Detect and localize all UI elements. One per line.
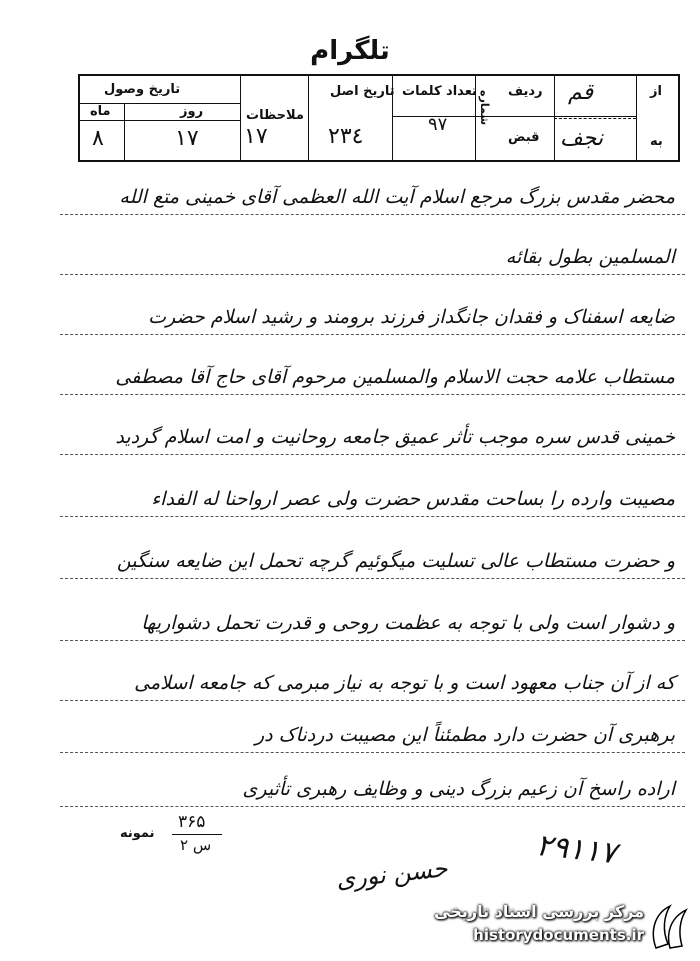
arrival-date-label: تاریخ وصول — [104, 82, 181, 97]
telegram-header-form — [78, 74, 680, 162]
month-value: ۸ — [92, 126, 104, 151]
watermark-url: historydocuments.ir — [473, 926, 644, 944]
body-line-4: مستطاب علامه حجت الاسلام والمسلمین مرحوم آقای حاج آقا مصطفی — [115, 366, 675, 388]
radif-value: ۹۷ — [428, 114, 448, 135]
body-line-9: که از آن جناب معهود است و با توجه به نیاز مبرمی که جامعه اسلامی — [134, 672, 675, 694]
day-label: روز — [180, 104, 204, 119]
body-line-10: برهبری آن حضرت دارد مطمئناً این مصیبت دردناک در — [254, 724, 675, 746]
form-number-label: نمونه — [120, 826, 155, 841]
handwritten-number: ۲۹۱۱۷ — [534, 827, 619, 872]
watermark-logo-icon — [648, 902, 692, 952]
body-line-3: ضایعه اسفناک و فقدان جانگداز فرزند برومند و رشید اسلام حضرت — [148, 306, 675, 328]
signature: حسن نوری — [334, 854, 449, 894]
form-number-top: ۳۶۵ — [178, 812, 206, 832]
radif-label: ردیف — [508, 84, 543, 99]
number-label: شماره — [478, 90, 491, 126]
body-line-1: محضر مقدس بزرگ مرجع اسلام آیت الله العظمی آقای خمینی متع الله — [119, 186, 675, 208]
word-count-label: تعداد کلمات — [402, 84, 477, 99]
day-value: ۱۷ — [175, 126, 199, 151]
watermark — [416, 898, 696, 958]
watermark-org-name: مرکز بررسی اسناد تاریخی — [434, 902, 644, 921]
origin-date-label: تاریخ اصل — [330, 84, 395, 99]
to-value: نجف — [560, 126, 604, 151]
origin-date-value: ۱۷ — [244, 124, 268, 149]
body-line-5: خمینی قدس سره موجب تأثر عمیق جامعه روحانیت و امت اسلام گردید — [115, 426, 675, 448]
from-label: از — [650, 84, 662, 99]
body-line-11: اراده راسخ آن زعیم بزرگ دینی و وظایف رهبری تأثیری — [242, 778, 675, 800]
qabz-label: قبض — [508, 130, 540, 145]
from-value: قم — [568, 80, 594, 105]
body-line-7: و حضرت مستطاب عالی تسلیت میگوئیم گرچه تحمل این ضایعه سنگین — [116, 550, 675, 572]
form-number-bottom: س ۲ — [180, 836, 212, 854]
month-label: ماه — [90, 104, 111, 119]
document-title: تلگرام — [310, 36, 390, 66]
to-label: به — [650, 134, 663, 149]
notes-label: ملاحظات — [246, 108, 304, 123]
body-line-6: مصیبت وارده را بساحت مقدس حضرت ولی عصر ارواحنا له الفداء — [151, 488, 675, 510]
word-count-value: ۲۳٤ — [328, 124, 364, 149]
form-number-block — [120, 812, 240, 856]
body-line-8: و دشوار است ولی با توجه به عظمت روحی و قدرت تحمل دشواریها — [141, 612, 675, 634]
body-line-2: المسلمین بطول بقائه — [505, 246, 675, 268]
